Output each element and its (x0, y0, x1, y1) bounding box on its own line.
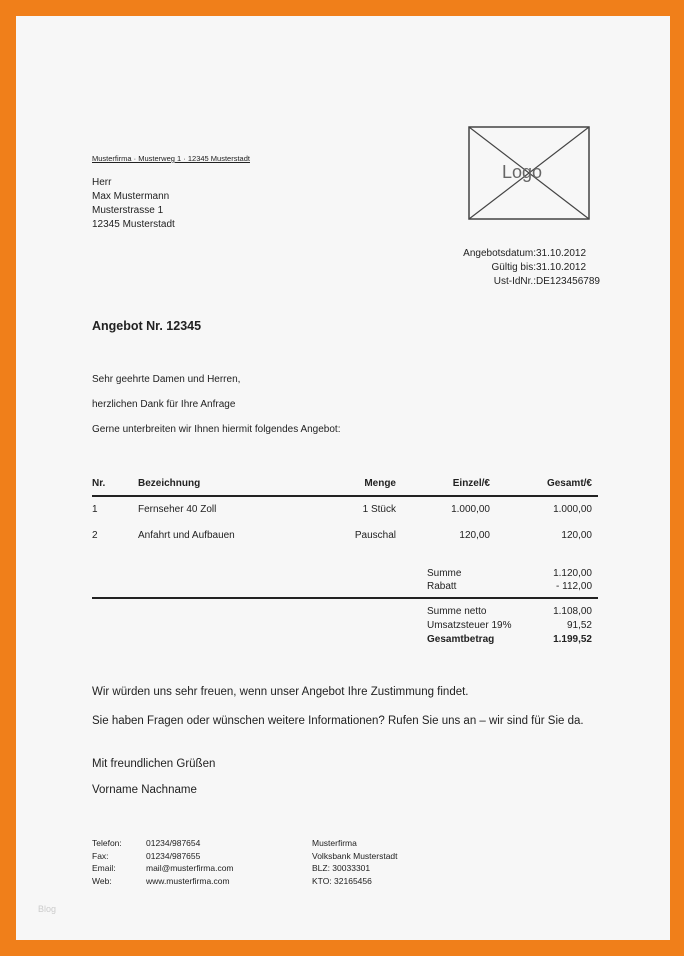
footer-bank-line: BLZ: 30033301 (312, 863, 371, 873)
total-label: Gesamtbetrag (427, 634, 495, 645)
footer-bank-line: KTO: 32165456 (312, 875, 372, 886)
footer-label: Fax: (92, 850, 109, 861)
intro-line: Gerne unterbreiten wir Ihnen hiermit folgendes Angebot: (92, 424, 341, 435)
row-total: 120,00 (561, 530, 592, 541)
discount-label: Rabatt (427, 581, 457, 592)
questions-line: Sie haben Fragen oder wünschen weitere Informationen? Rufen Sie uns an – wir sind für Sie da. (92, 715, 584, 727)
meta-label: Angebotsdatum: (463, 248, 536, 259)
sender-line: Musterfirma · Musterweg 1 · 12345 Musterstadt (92, 154, 250, 163)
logo-placeholder (468, 126, 590, 220)
closing-line: Wir würden uns sehr freuen, wenn unser Angebot Ihre Zustimmung findet. (92, 686, 469, 698)
document-page (16, 16, 670, 940)
table-header-quantity: Menge (364, 478, 396, 489)
thanks-line: herzlichen Dank für Ihre Anfrage (92, 399, 236, 410)
recipient-address (92, 176, 175, 232)
row-description: Fernseher 40 Zoll (138, 504, 217, 515)
tax-value: 91,52 (566, 620, 592, 631)
table-header-nr: Nr. (92, 478, 106, 489)
meta-value: DE123456789 (536, 276, 600, 287)
row-description: Anfahrt und Aufbauen (138, 530, 235, 541)
recipient-line: Musterstrasse 1 (92, 205, 164, 216)
footer-bank-info (312, 837, 398, 887)
row-quantity: Pauschal (354, 530, 396, 541)
meta-values (536, 247, 600, 289)
footer-bank-line: Musterfirma (312, 838, 357, 848)
recipient-line: 12345 Musterstadt (92, 219, 175, 230)
table-header-description: Bezeichnung (138, 478, 201, 489)
signature-name: Vorname Nachname (92, 784, 197, 796)
footer-label: Web: (92, 875, 112, 886)
row-total: 1.000,00 (553, 504, 592, 515)
meta-value: 31.10.2012 (536, 248, 587, 259)
footer-value: 01234/987654 (146, 838, 201, 848)
net-value: 1.108,00 (553, 606, 592, 617)
net-label: Summe netto (427, 606, 487, 617)
meta-labels (416, 247, 536, 289)
meta-label: Ust-IdNr.: (493, 276, 536, 287)
footer-label: Email: (92, 863, 116, 873)
footer-contact-values (146, 837, 234, 887)
footer-bank-line: Volksbank Musterstadt (312, 850, 398, 861)
meta-label: Gültig bis: (491, 262, 536, 273)
logo-label: Logo (502, 162, 543, 182)
total-value: 1.199,52 (553, 634, 592, 645)
table-header-unit-price: Einzel/€ (452, 478, 490, 489)
row-nr: 1 (92, 504, 98, 515)
salutation: Sehr geehrte Damen und Herren, (92, 374, 241, 385)
discount-value: - 112,00 (556, 581, 592, 592)
table-header-total: Gesamt/€ (546, 478, 592, 489)
row-unit-price: 1.000,00 (451, 504, 490, 515)
recipient-line: Herr (92, 177, 112, 188)
totals-rule (92, 597, 598, 599)
footer-value: mail@musterfirma.com (146, 863, 234, 873)
footer-value: www.musterfirma.com (146, 875, 230, 886)
meta-value: 31.10.2012 (536, 262, 587, 273)
table-header-rule (92, 495, 598, 497)
sum-label: Summe (427, 568, 462, 579)
tax-label: Umsatzsteuer 19% (427, 620, 512, 631)
sum-value: 1.120,00 (553, 568, 592, 579)
footer-contact-labels (92, 837, 122, 887)
row-quantity: 1 Stück (362, 504, 396, 515)
row-unit-price: 120,00 (459, 530, 490, 541)
footer-label: Telefon: (92, 838, 122, 848)
offer-title: Angebot Nr. 12345 (92, 319, 202, 333)
watermark: Blog (38, 904, 57, 914)
recipient-line: Max Mustermann (92, 191, 170, 202)
footer-value: 01234/987655 (146, 850, 201, 861)
row-nr: 2 (92, 530, 98, 541)
greeting: Mit freundlichen Grüßen (92, 758, 216, 770)
